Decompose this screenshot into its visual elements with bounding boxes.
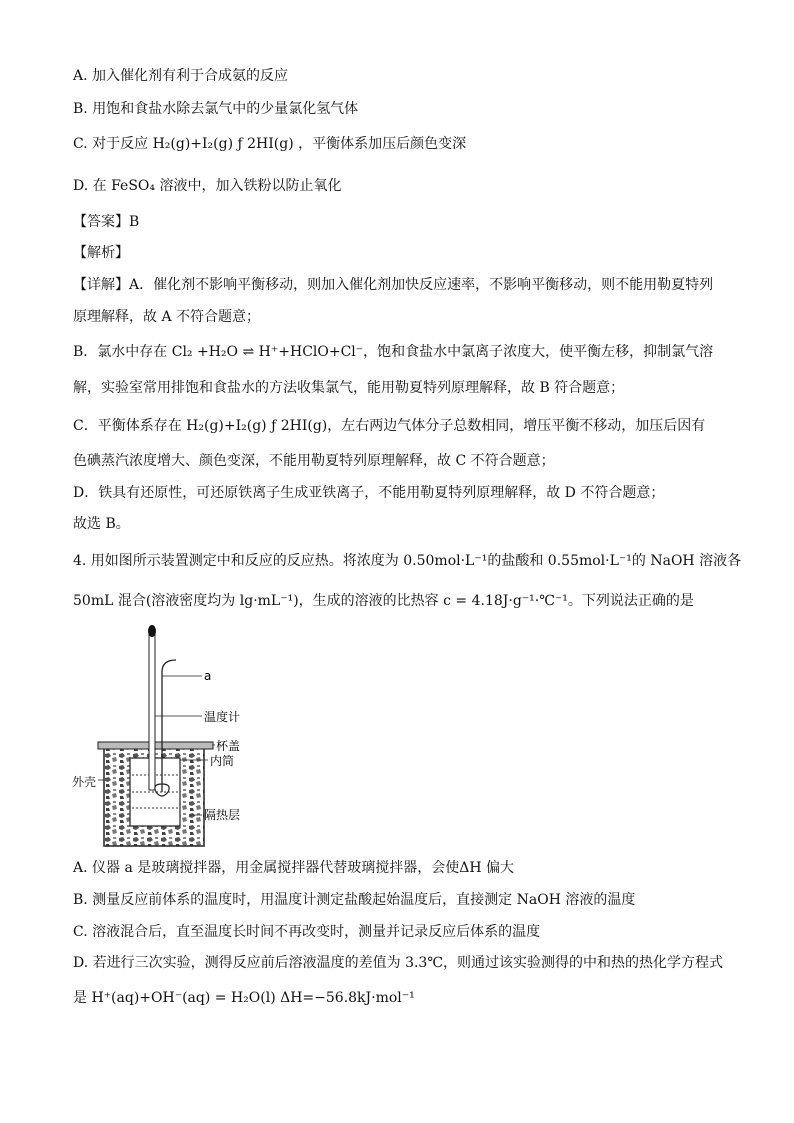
label-inner: 内筒 (210, 754, 235, 768)
detail-line-2: 原理解释，故 A 不符合题意； (73, 309, 261, 325)
option-d-suffix: 溶液中，加入铁粉以防止氧化 (159, 178, 342, 194)
label-outer-html: 外壳 (72, 775, 97, 789)
thermometer (149, 630, 155, 790)
q4-option-b: B. 测量反应前体系的温度时，用温度计测定盐酸起始温度后，直接测定 NaOH 溶液的温度 (73, 892, 636, 908)
option-d-formula: FeSO₄ (111, 178, 156, 194)
option-c-equation: H₂(g)+I₂(g) ƒ 2HI(g) (152, 136, 294, 152)
answer-line: 【答案】B (73, 214, 140, 230)
option-a-prev: A. 加入催化剂有利于合成氨的反应 (73, 68, 289, 84)
q4-option-d: D. 若进行三次实验，测得反应前后溶液温度的差值为 3.3℃，则通过该实验测得的中和热的热化学方程式 (73, 955, 723, 971)
detail-line-1: 【详解】A．催化剂不影响平衡移动，则加入催化剂加快反应速率，不影响平衡移动，则不能用勒夏特列 (73, 277, 714, 293)
q4-option-a: A. 仪器 a 是玻璃搅拌器，用金属搅拌器代替玻璃搅拌器，会使ΔH 偏大 (73, 860, 515, 876)
label-thermometer: 温度计 (204, 710, 241, 724)
label-lid: 杯盖 (216, 739, 241, 753)
label-insulation: 隔热层 (204, 808, 241, 822)
detail-line-6: 色碘蒸汽浓度增大、颜色变深，不能用勒夏特列原理解释，故 C 不符合题意； (73, 453, 555, 469)
detail-line-3: B．氯水中存在 Cl₂ +H₂O ⇌ H⁺+HClO+Cl⁻，饱和食盐水中氯离子浓度大，使平衡左移，抑制氯气溶 (73, 344, 714, 360)
analysis-label: 【解析】 (73, 245, 129, 261)
option-c-suffix: ，平衡体系加压后颜色变深 (298, 136, 467, 152)
detail-line-4: 解，实验室常用排饱和食盐水的方法收集氯气，能用勒夏特列原理解释，故 B 符合题意； (73, 380, 625, 396)
label-a: a (204, 669, 212, 683)
q4-stem-line-2: 50mL 混合(溶液密度均为 lg·mL⁻¹)，生成的溶液的比热容 c = 4.18J·g⁻¹·℃⁻¹。下列说法正确的是 (73, 593, 694, 609)
detail-line-8: 故选 B。 (73, 516, 130, 532)
option-b-prev: B. 用饱和食盐水除去氯气中的少量氯化氢气体 (73, 101, 359, 117)
option-d-prev (73, 176, 341, 196)
q4-option-c: C. 溶液混合后，直至温度长时间不再改变时，测量并记录反应后体系的温度 (73, 924, 541, 940)
detail-line-5: C．平衡体系存在 H₂(g)+I₂(g) ƒ 2HI(g)，左右两边气体分子总数相同，增压平衡不移动，加压后因有 (73, 418, 706, 434)
option-c-prev (73, 134, 466, 154)
detail-line-7: D．铁具有还原性，可还原铁离子生成亚铁离子，不能用勒夏特列原理解释，故 D 不符合题意； (73, 485, 665, 501)
calorimeter-figure (90, 620, 290, 855)
option-d-prefix: D. 在 (73, 178, 107, 194)
option-c-prefix: C. 对于反应 (73, 136, 149, 152)
q4-option-d-cont: 是 H⁺(aq)+OH⁻(aq) = H₂O(l) ΔH=−56.8kJ·mol⁻¹ (73, 990, 415, 1006)
q4-stem-line-1: 4. 用如图所示装置测定中和反应的反应热。将浓度为 0.50mol·L⁻¹的盐酸和 0.55mol·L⁻¹的 NaOH 溶液各 (73, 553, 742, 569)
